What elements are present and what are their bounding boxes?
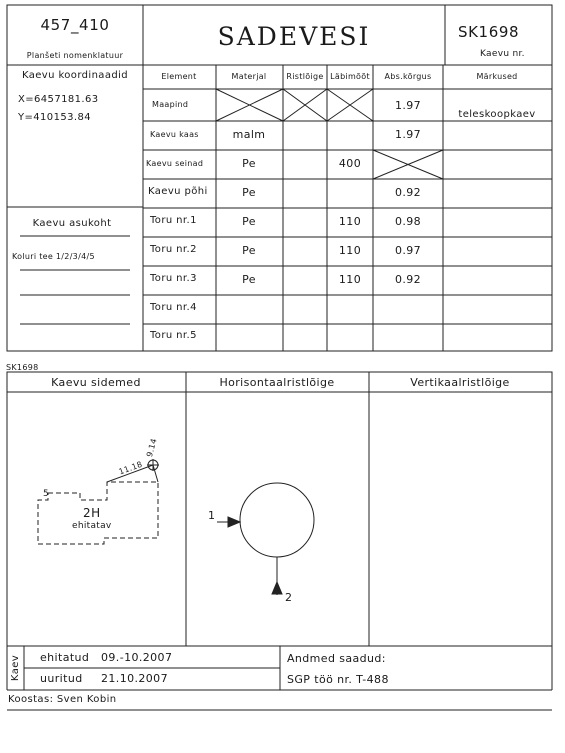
well-id-caption: Kaevu nr.: [480, 49, 525, 59]
row-elevation: 0.98: [394, 215, 422, 228]
data-source-value: SGP töö nr. T-488: [287, 673, 389, 686]
sketch-building-note: ehitatav: [72, 521, 112, 531]
row-material: Pe: [242, 244, 256, 257]
row-notes: teleskoopkaev: [458, 109, 536, 120]
document-title: SADEVESI: [217, 22, 371, 51]
header-notes: Märkused: [476, 72, 518, 81]
row-material: Pe: [242, 215, 256, 228]
data-source-label: Andmed saadud:: [287, 652, 386, 665]
row-element: Toru nr.5: [150, 330, 197, 341]
row-elevation: 1.97: [394, 128, 422, 141]
row-diameter: 110: [338, 273, 362, 286]
row-element: Toru nr.4: [150, 302, 197, 313]
row-element: Kaevu kaas: [150, 130, 199, 139]
row-elevation: 0.97: [394, 244, 422, 257]
row-material: Pe: [242, 186, 256, 199]
footer-side-label: Kaev: [10, 654, 21, 682]
row-elevation: 0.92: [394, 186, 422, 199]
sketch-dimension-1: 11.18: [117, 459, 144, 477]
header-element: Element: [161, 72, 197, 81]
header-elevation: Abs.kõrgus: [384, 72, 432, 81]
row-element: Maapind: [152, 100, 189, 109]
surveyed-value: 21.10.2007: [101, 672, 168, 685]
column-heading-vertical-section: Vertikaalristlõige: [410, 376, 510, 389]
built-value: 09.-10.2007: [101, 651, 173, 664]
sketch-building-code: 2H: [83, 506, 101, 520]
sketch-corner-number: 5: [43, 489, 50, 499]
location-address: Koluri tee 1/2/3/4/5: [12, 252, 95, 261]
column-heading-horizontal-section: Horisontaalristlõige: [219, 376, 335, 389]
row-material: Pe: [242, 157, 256, 170]
pipe-1-label: 1: [208, 509, 216, 522]
surveyed-label: uuritud: [40, 672, 83, 685]
column-heading-connections: Kaevu sidemed: [51, 376, 141, 389]
sketch-dimension-2: 9.14: [145, 437, 159, 459]
well-id: SK1698: [458, 23, 520, 41]
row-material: malm: [232, 128, 266, 141]
location-heading: Kaevu asukoht: [32, 218, 112, 229]
row-element: Toru nr.2: [150, 244, 197, 255]
row-element: Kaevu põhi: [148, 186, 208, 197]
header-material: Materjal: [231, 72, 267, 81]
sheet-caption: Planšeti nomenklatuur: [26, 51, 124, 60]
built-label: ehitatud: [40, 651, 90, 664]
coordinate-x: X=6457181.63: [18, 94, 99, 105]
row-diameter: 110: [338, 244, 362, 257]
sheet-number: 457_410: [40, 16, 110, 34]
row-element: Toru nr.1: [150, 215, 197, 226]
coordinate-y: Y=410153.84: [18, 112, 91, 123]
header-section: Ristlõige: [286, 72, 324, 81]
row-element: Kaevu seinad: [146, 159, 204, 168]
row-material: Pe: [242, 273, 256, 286]
row-diameter: 110: [338, 215, 362, 228]
row-elevation: 0.92: [394, 273, 422, 286]
author-line: Koostas: Sven Kobin: [8, 694, 117, 705]
row-element: Toru nr.3: [150, 273, 197, 284]
row-diameter: 400: [338, 157, 362, 170]
lower-section-tag: SK1698: [6, 363, 39, 372]
row-elevation: 1.97: [394, 99, 422, 112]
header-diameter: Läbimõõt: [330, 72, 370, 81]
pipe-2-label: 2: [285, 591, 293, 604]
coordinates-heading: Kaevu koordinaadid: [21, 70, 129, 81]
